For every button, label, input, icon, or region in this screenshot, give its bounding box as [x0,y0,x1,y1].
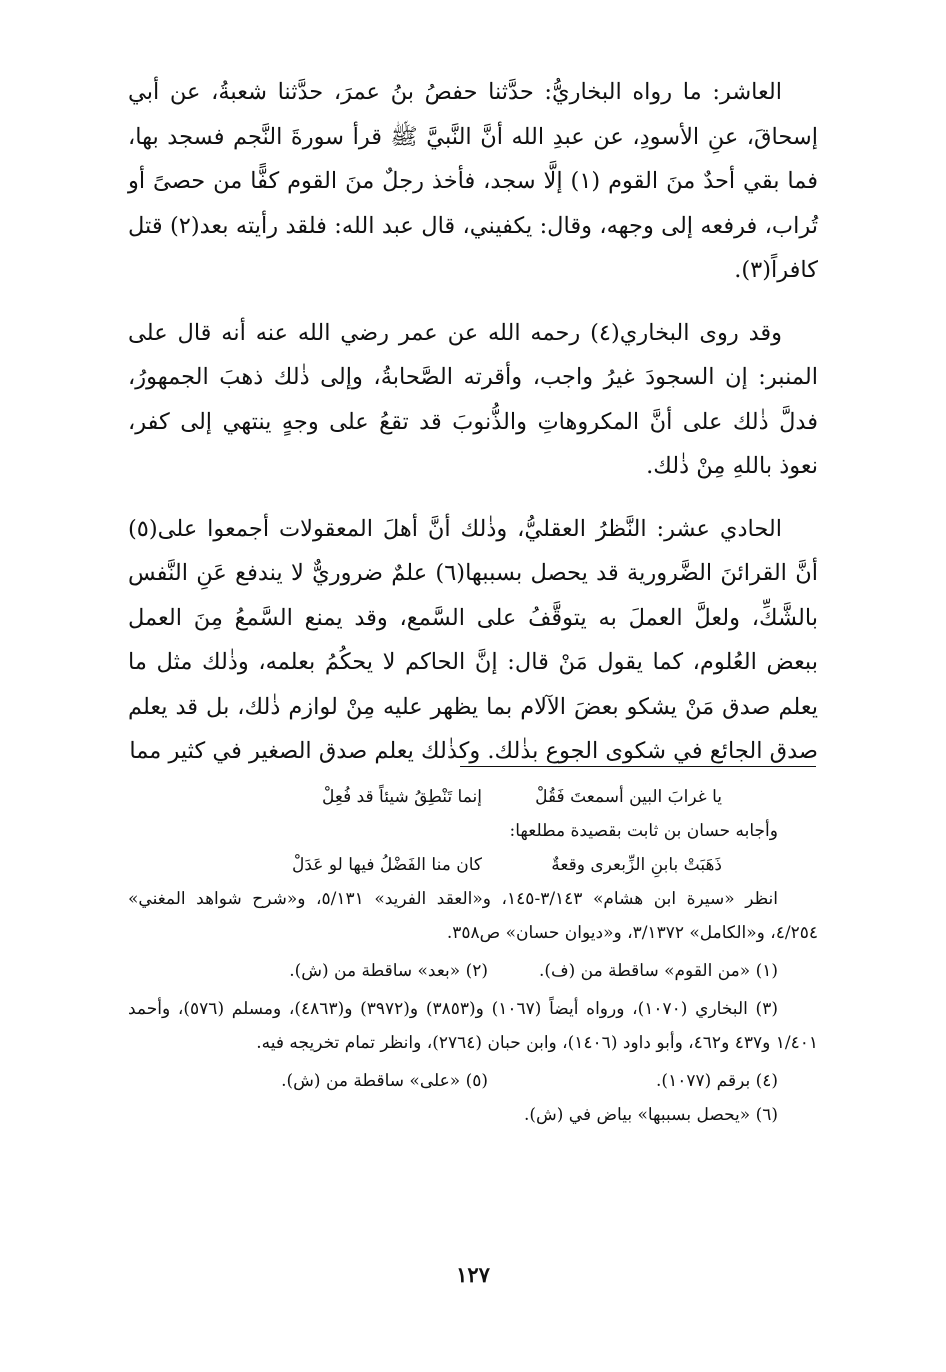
paragraph-tenth: العاشر: ما رواه البخاريُّ: حدَّثنا حفصُ بنُ عمرَ، حدَّثنا شعبةُ، عن أبي إسحاقَ، عنِ الأسودِ، عن عبدِ الله أنَّ النَّبيَّ ﷺ قرأ سورةَ النَّجم فسجد بها، فما بقي أحدٌ منَ القوم (١) إلَّا سجد، فأخذ رجلٌ منَ القوم كفًّا من حصىً أو تُراب، فرفعه إلى وجهه، وقال: يكفيني، قال عبد الله: فلقد رأيته بعد(٢) قتل كافراً(٣). [128,79,818,283]
footnote-5: (٥) «على» ساقطة من (ش). [281,1071,488,1091]
verse-1-first-hemistich: يا غرابَ البين أسمعتَ فَقُلْ [535,787,722,807]
footnotes-row-4-5 [128,1064,818,1098]
verse-line-1 [128,780,818,814]
verse-line-2 [128,848,818,882]
footnotes [128,780,818,1132]
footnotes-row-1-2 [128,954,818,988]
footnote-4: (٤) برقم (١٠٧٧). [656,1071,778,1091]
paragraph-bukhari-omar: وقد روى البخاري(٤) رحمه الله عن عمر رضي الله عنه أنه قال على المنبر: إن السجودَ غيرُ واجب، وأقرته الصَّحابةُ، وإلى ذٰلك ذهبَ الجمهورُ، فدلَّ ذٰلك على أنَّ المكروهاتِ والذُّنوبَ قد تقعُ على وجهٍ ينتهي إلى كفر، نعوذ باللهِ مِنْ ذٰلك. [128,319,818,479]
footnote-3: (٣) البخاري (١٠٧٠)، ورواه أيضاً (١٠٦٧) و(٣٨٥٣) و(٣٩٧٢) و(٤٨٦٣)، ومسلم (٥٧٦)، وأحمد ١/٤٠١ و٤٣٧ و٤٦٢، وأبو داود (١٤٠٦)، وابن حبان (٢٧٦٤)، وانظر تمام تخريجه فيه. [128,999,818,1053]
verse-2-first-hemistich: ذَهَبَتْ بابنِ الزِّبعرى وقعةٌ [551,855,722,875]
footnote-1: (١) «من القوم» ساقطة من (ف). [538,961,778,981]
paragraph-eleventh: الحادي عشر: النَّظرُ العقليُّ، وذٰلك أنَّ أهلَ المعقولات أجمعوا على(٥) أنَّ القرائنَ الضَّرورية قد يحصل بسببها(٦) علمٌ ضروريٌّ لا يندفع عَنِ النَّفس بالشَّكِّ، ولعلَّ العملَ به يتوقَّفُ على السَّمع، وقد يمنع السَّمعُ مِنَ العمل ببعض العُلوم، كما يقول مَنْ قال: إنَّ الحاكم لا يحكُمُ بعلمه، وذٰلك مثل ما يعلم صدق مَنْ يشكو بعضَ الآلام بما يظهر عليه مِنْ لوازم ذٰلك، بل قد يعلم صدق الجائع في شكوى الجوع بذٰلك. وكذٰلك يعلم صدق الصغير في كثير مما [128,515,818,764]
sources-note: انظر «سيرة ابن هشام» ٣/١٤٣-١٤٥، و«العقد الفريد» ٥/١٣١، و«شرح شواهد المغني» ٤/٢٥٤، و«الكامل» ٣/١٣٧٢، و«ديوان حسان» ص٣٥٨. [128,889,818,943]
page-number: ١٢٧ [456,1262,490,1287]
reply-intro: وأجابه حسان بن ثابت بقصيدة مطلعها: [509,821,778,841]
footnote-separator [460,766,816,767]
verse-1-second-hemistich: إنما تَنْطِقُ شيئاً قد فُعِلْ [322,787,482,807]
footnote-6: (٦) «يحصل بسببها» بياض في (ش). [523,1105,778,1125]
verse-2-second-hemistich: كان منا الفَضْلُ فيها لو عَدَلْ [292,855,482,875]
footnote-2: (٢) «بعد» ساقطة من (ش). [289,961,488,981]
main-text [128,70,818,792]
